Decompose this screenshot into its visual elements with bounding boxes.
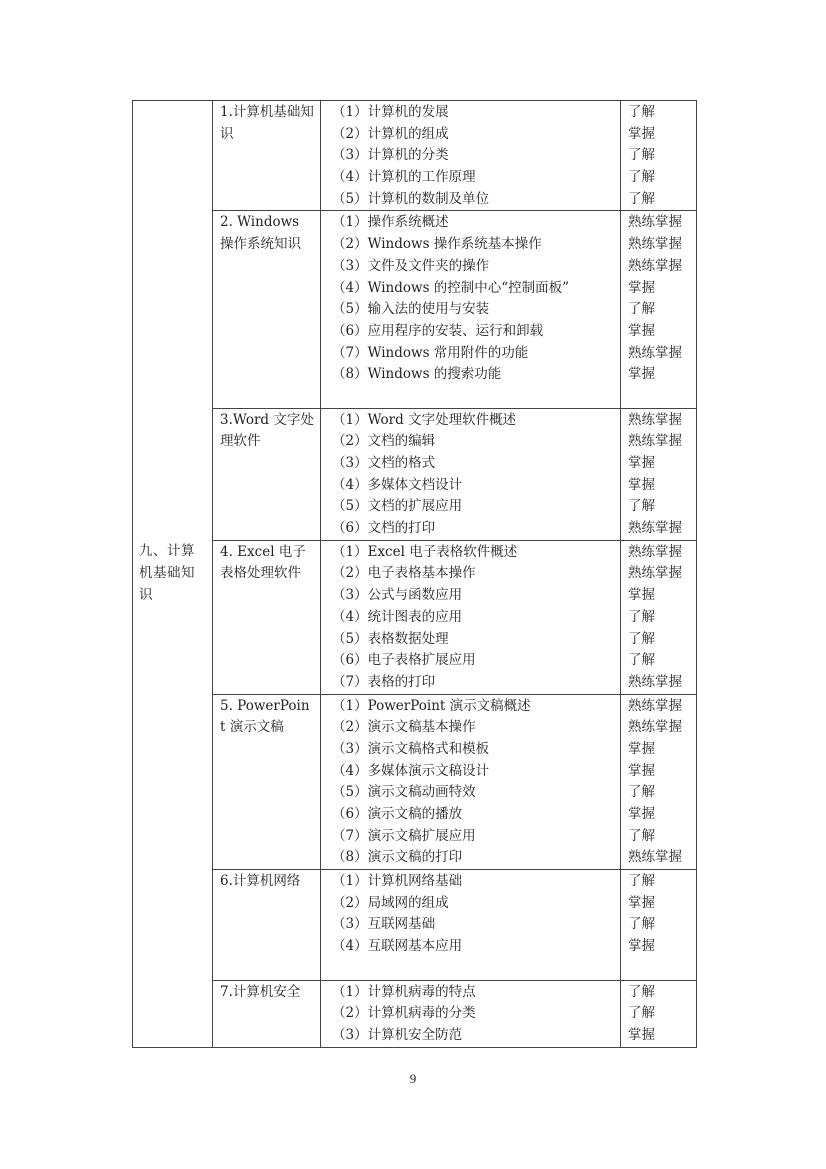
level-label: 掌握 <box>628 125 655 142</box>
level-label: 了解 <box>628 104 655 120</box>
level-label: 了解 <box>628 608 655 625</box>
level-label: 了解 <box>628 916 655 933</box>
level-label: 了解 <box>628 498 655 515</box>
topic-title: 5. PowerPoint 演示文稿 <box>220 697 310 736</box>
level-label: 了解 <box>628 147 655 164</box>
level-label: 掌握 <box>628 279 655 296</box>
section-label: 九、计算机基础知识 <box>139 543 195 603</box>
section-cell <box>133 101 213 1048</box>
topic-cell <box>213 101 321 211</box>
list-item: （1）Excel 电子表格软件概述 <box>332 543 518 560</box>
list-item: （5）表格数据处理 <box>332 630 449 647</box>
list-item: （1）计算机病毒的特点 <box>332 983 476 1000</box>
list-item: （4）计算机的工作原理 <box>332 169 476 186</box>
syllabus-table-body <box>133 101 697 1048</box>
topic-cell <box>213 980 321 1047</box>
list-item: （2）计算机的组成 <box>332 125 449 142</box>
level-label: 掌握 <box>628 1026 655 1043</box>
topic-cell <box>213 211 321 408</box>
list-item: （4）互联网基本应用 <box>332 938 463 955</box>
items-cell <box>321 694 621 870</box>
list-item: （1）Word 文字处理软件概述 <box>332 411 517 428</box>
list-item: （4）统计图表的应用 <box>332 608 463 625</box>
level-label: 掌握 <box>628 366 655 383</box>
level-label: 掌握 <box>628 806 655 822</box>
level-label: 了解 <box>628 827 655 844</box>
level-label: 掌握 <box>628 322 655 339</box>
items-cell <box>321 870 621 980</box>
list-item: （5）计算机的数制及单位 <box>332 190 490 207</box>
topic-cell <box>213 694 321 870</box>
level-label: 熟练掌握 <box>628 236 682 253</box>
level-label: 了解 <box>628 1005 655 1022</box>
levels-cell <box>621 980 697 1047</box>
level-label: 掌握 <box>628 894 655 911</box>
list-item: （3）互联网基础 <box>332 916 436 933</box>
topic-cell <box>213 870 321 980</box>
topic-cell <box>213 408 321 540</box>
list-item: （7）演示文稿扩展应用 <box>332 827 476 844</box>
table-row <box>133 211 697 408</box>
items-cell <box>321 101 621 211</box>
items-cell <box>321 408 621 540</box>
level-label: 了解 <box>628 169 655 186</box>
level-label: 了解 <box>628 301 655 318</box>
levels-cell <box>621 101 697 211</box>
list-item: （3）公式与函数应用 <box>332 587 463 604</box>
list-item: （5）文档的扩展应用 <box>332 498 463 515</box>
list-item: （6）电子表格扩展应用 <box>332 652 476 669</box>
spacer <box>332 958 620 980</box>
items-cell <box>321 540 621 694</box>
list-item: （2）计算机病毒的分类 <box>332 1005 476 1022</box>
list-item: （4）Windows 的控制中心“控制面板” <box>332 279 570 296</box>
topic-title: 4. Excel 电子表格处理软件 <box>220 543 306 582</box>
list-item: （4）多媒体文档设计 <box>332 476 463 493</box>
levels-cell <box>621 870 697 980</box>
table-row <box>133 540 697 694</box>
topic-title: 7.计算机安全 <box>220 983 301 1000</box>
spacer <box>332 386 620 408</box>
items-cell <box>321 980 621 1047</box>
table-row <box>133 694 697 870</box>
level-label: 熟练掌握 <box>628 543 682 560</box>
list-item: （2）电子表格基本操作 <box>332 565 476 582</box>
level-label: 熟练掌握 <box>628 849 682 866</box>
table-row <box>133 408 697 540</box>
list-item: （3）演示文稿格式和模板 <box>332 740 490 757</box>
level-label: 掌握 <box>628 762 655 779</box>
level-label: 熟练掌握 <box>628 520 682 537</box>
list-item: （5）演示文稿动画特效 <box>332 784 476 801</box>
list-item: （1）计算机网络基础 <box>332 873 463 890</box>
list-item: （6）演示文稿的播放 <box>332 806 463 822</box>
levels-cell <box>621 408 697 540</box>
list-item: （4）多媒体演示文稿设计 <box>332 762 490 779</box>
topic-title: 6.计算机网络 <box>220 873 301 890</box>
level-label: 熟练掌握 <box>628 673 682 690</box>
levels-cell <box>621 694 697 870</box>
table-row <box>133 980 697 1047</box>
topic-title: 1.计算机基础知识 <box>220 104 314 142</box>
list-item: （3）文档的格式 <box>332 455 436 471</box>
level-label: 掌握 <box>628 740 655 757</box>
list-item: （3）文件及文件夹的操作 <box>332 257 490 274</box>
list-item: （3）计算机安全防范 <box>332 1026 463 1043</box>
topic-title: 2. Windows 操作系统知识 <box>220 214 301 253</box>
topic-title: 3.Word 文字处理软件 <box>220 411 314 450</box>
table-row <box>133 101 697 211</box>
level-label: 了解 <box>628 190 655 207</box>
level-label: 了解 <box>628 652 655 669</box>
page-number: 9 <box>409 1071 417 1086</box>
table-row <box>133 870 697 980</box>
list-item: （7）Windows 常用附件的功能 <box>332 344 529 361</box>
list-item: （8）演示文稿的打印 <box>332 849 463 866</box>
list-item: （2）文档的编辑 <box>332 433 436 450</box>
levels-cell <box>621 211 697 408</box>
levels-cell <box>621 540 697 694</box>
list-item: （6）应用程序的安装、运行和卸载 <box>332 322 544 339</box>
level-label: 掌握 <box>628 938 655 955</box>
list-item: （6）文档的打印 <box>332 520 436 537</box>
level-label: 掌握 <box>628 476 655 493</box>
syllabus-table <box>132 100 697 1048</box>
level-label: 熟练掌握 <box>628 411 682 428</box>
level-label: 掌握 <box>628 587 655 604</box>
list-item: （2）演示文稿基本操作 <box>332 719 476 736</box>
level-label: 熟练掌握 <box>628 257 682 274</box>
level-label: 熟练掌握 <box>628 697 682 714</box>
level-label: 熟练掌握 <box>628 565 682 582</box>
level-label: 了解 <box>628 630 655 647</box>
list-item: （2）Windows 操作系统基本操作 <box>332 236 542 253</box>
list-item: （5）输入法的使用与安装 <box>332 301 490 318</box>
list-item: （8）Windows 的搜索功能 <box>332 366 502 383</box>
level-label: 熟练掌握 <box>628 433 682 450</box>
topic-cell <box>213 540 321 694</box>
list-item: （1）操作系统概述 <box>332 214 449 231</box>
level-label: 掌握 <box>628 455 655 471</box>
level-label: 熟练掌握 <box>628 214 682 231</box>
items-cell <box>321 211 621 408</box>
list-item: （3）计算机的分类 <box>332 147 449 164</box>
level-label: 熟练掌握 <box>628 719 682 736</box>
list-item: （7）表格的打印 <box>332 673 436 690</box>
list-item: （1）计算机的发展 <box>332 104 449 120</box>
level-label: 了解 <box>628 983 655 1000</box>
list-item: （1）PowerPoint 演示文稿概述 <box>332 697 531 714</box>
list-item: （2）局域网的组成 <box>332 894 449 911</box>
level-label: 熟练掌握 <box>628 344 682 361</box>
level-label: 了解 <box>628 784 655 801</box>
level-label: 了解 <box>628 873 655 890</box>
